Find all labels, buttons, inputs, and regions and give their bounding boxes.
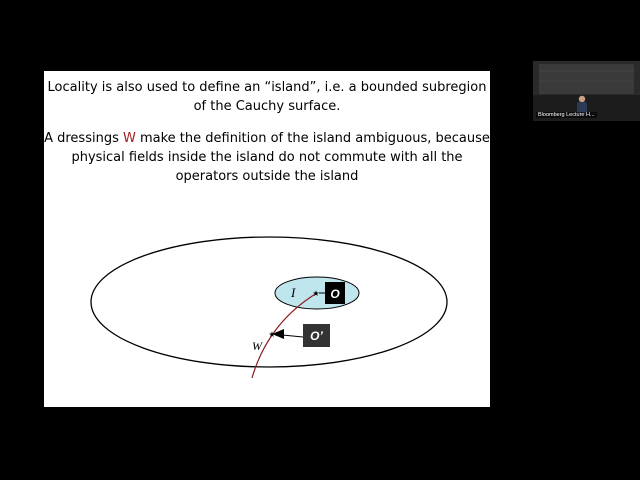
dressing-w-highlight: W bbox=[122, 131, 136, 146]
line3-prefix: A dressings bbox=[44, 131, 123, 146]
presentation-slide bbox=[44, 71, 490, 407]
operator-o-prime-label: O’ bbox=[310, 329, 323, 343]
slide-text-line-5: operators outside the island bbox=[175, 169, 359, 184]
participant-video-tile[interactable] bbox=[533, 61, 640, 121]
presenter-head bbox=[579, 96, 585, 102]
cauchy-surface-ellipse bbox=[91, 237, 447, 367]
island-label: I bbox=[291, 285, 296, 300]
star-marker-dressing: ★ bbox=[268, 330, 276, 339]
slide-text-line-2: of the Cauchy surface. bbox=[193, 99, 341, 114]
operator-o-label: O bbox=[330, 287, 340, 301]
dressing-w-label: W bbox=[252, 339, 262, 353]
star-marker-island: ★ bbox=[312, 289, 320, 298]
slide-text-line-4: physical fields inside the island do not commute with all the bbox=[71, 150, 463, 165]
line3-suffix: make the definition of the island ambiguous, because bbox=[135, 131, 490, 146]
participant-name-label: Bloomberg Lecture H... bbox=[538, 112, 595, 118]
slide-text-line-1: Locality is also used to define an “island”, i.e. a bounded subregion bbox=[47, 80, 487, 95]
cauchy-surface-diagram bbox=[44, 71, 490, 407]
